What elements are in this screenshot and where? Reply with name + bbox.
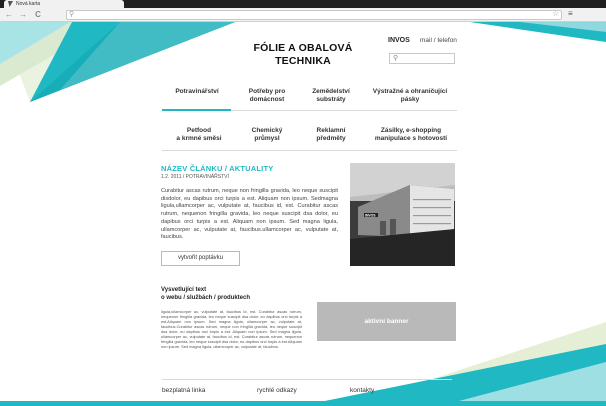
site-title[interactable] bbox=[248, 42, 358, 68]
article-image[interactable] bbox=[350, 163, 455, 266]
svg-text:INVOS: INVOS bbox=[365, 213, 376, 218]
footer-divider bbox=[162, 379, 452, 380]
menu-item-reklamni-predmety[interactable]: Reklamní předměty bbox=[316, 127, 346, 142]
search-icon: ⚲ bbox=[69, 11, 75, 18]
menu-item-vystrazne-pasky[interactable]: Výstražné a ohraničující pásky bbox=[372, 88, 448, 103]
create-inquiry-button[interactable]: vytvořit poptávku bbox=[161, 251, 240, 266]
address-bar[interactable] bbox=[66, 10, 562, 20]
bg-shape-bottom-strip bbox=[0, 401, 606, 406]
active-banner[interactable]: aktivní banner bbox=[317, 302, 456, 341]
footer-link-contacts[interactable]: kontakty bbox=[350, 387, 375, 394]
menu-item-potravinarstvi[interactable]: Potravinářství bbox=[175, 88, 219, 95]
bg-shape-bottom-left bbox=[0, 322, 140, 406]
footer-link-quick-links[interactable]: rychlé odkazy bbox=[257, 387, 297, 394]
article-meta: 1.2. 2011 / POTRAVINÁŘSTVÍ bbox=[161, 174, 229, 180]
menu-item-zemedelstvi[interactable]: Zemědelství substráty bbox=[312, 88, 350, 103]
web-page bbox=[0, 22, 606, 406]
contact-link[interactable]: mail / telefon bbox=[420, 37, 457, 44]
promo-body: ligula,ullamcorper ac, vulputate at, faucibus id, est. Curabitur ascas rutrum, nequenon fringilla gravida, leo neque suscipit dsa dolor, eu dapibus orci turpis a est.Aliquam non ipsum. Sed magna ligula, ullamcorper ac, vulputate at, faucibus.Curabitur ascas rutrum, neque non fringilla gravida, leo neque suscipit dsa dolor, eu dapibus orci turpis a est. Aliquam non ipsum. Sed magna ligula, ullamcorper ac, vulputate at, faucibus id, est. Curabitur ascas rutrum, nequenon fringilla gravida, leo neque suscipit dsa dolor, eu dapibus orci turpis a est.Aliquam non ipsum. Sed magna ligula, ullamcorper ac, vulputate at, faucibus. bbox=[161, 309, 302, 349]
menu-item-zasilky[interactable]: Zásilky, e-shopping manipulace s hotovostí bbox=[374, 127, 448, 142]
promo-title: Vysvetlující text o webu / službách / produktech bbox=[161, 287, 251, 301]
article-title[interactable]: NÁZEV ČLÁNKU / AKTUALITY bbox=[161, 164, 274, 173]
bookmark-star-icon[interactable]: ☆ bbox=[552, 9, 560, 18]
warehouse-photo bbox=[350, 163, 455, 266]
article-body: Curabitur ascas rutrum, neque non fringilla gravida, leo neque suscipit disdolor, eu dapibus orci turpis a est. Aliquam non ipsum. Sedmagna ligula,ullamcorper ac, vulputate at, faucibus id, est. Curabitur ascas rutrum, nequenon fringilla gravida, leo neque suscipit dsa dolor, eu dapibus orci turpis a est. Aliquam non ipsum. Sed magna ligula, ullamcorper ac, vulputate at, faucibus.ullamcorper ac, vulputate at, faucibus. bbox=[161, 188, 338, 241]
browser-toolbar bbox=[0, 8, 606, 22]
reload-icon[interactable]: C bbox=[35, 10, 41, 19]
menu-item-domacnost[interactable]: Potřeby pro domácnost bbox=[248, 88, 286, 103]
menu-item-chemicky-prumysl[interactable]: Chemický průmysl bbox=[251, 127, 283, 142]
search-icon: ⚲ bbox=[393, 55, 399, 62]
tab-favicon-icon bbox=[8, 1, 13, 7]
site-search-input[interactable] bbox=[389, 53, 455, 64]
menu-item-petfood[interactable]: Petfood a krmné směsi bbox=[176, 127, 222, 142]
site-title-line2: TECHNIKA bbox=[275, 55, 331, 67]
browser-menu-icon[interactable]: ≡ bbox=[568, 9, 573, 18]
menu-active-indicator bbox=[162, 109, 231, 111]
footer-link-hotline[interactable]: bezplatná linka bbox=[162, 387, 206, 394]
browser-tab[interactable] bbox=[4, 0, 124, 8]
site-title-line1: FÓLIE A OBALOVÁ bbox=[253, 42, 353, 54]
brand-link[interactable]: INVOS bbox=[388, 37, 410, 44]
menu-divider-secondary bbox=[162, 150, 457, 151]
tab-title: Nová karta bbox=[16, 1, 41, 7]
forward-icon[interactable]: → bbox=[19, 10, 27, 19]
browser-tab-strip bbox=[0, 0, 606, 8]
back-icon[interactable]: ← bbox=[5, 10, 13, 19]
